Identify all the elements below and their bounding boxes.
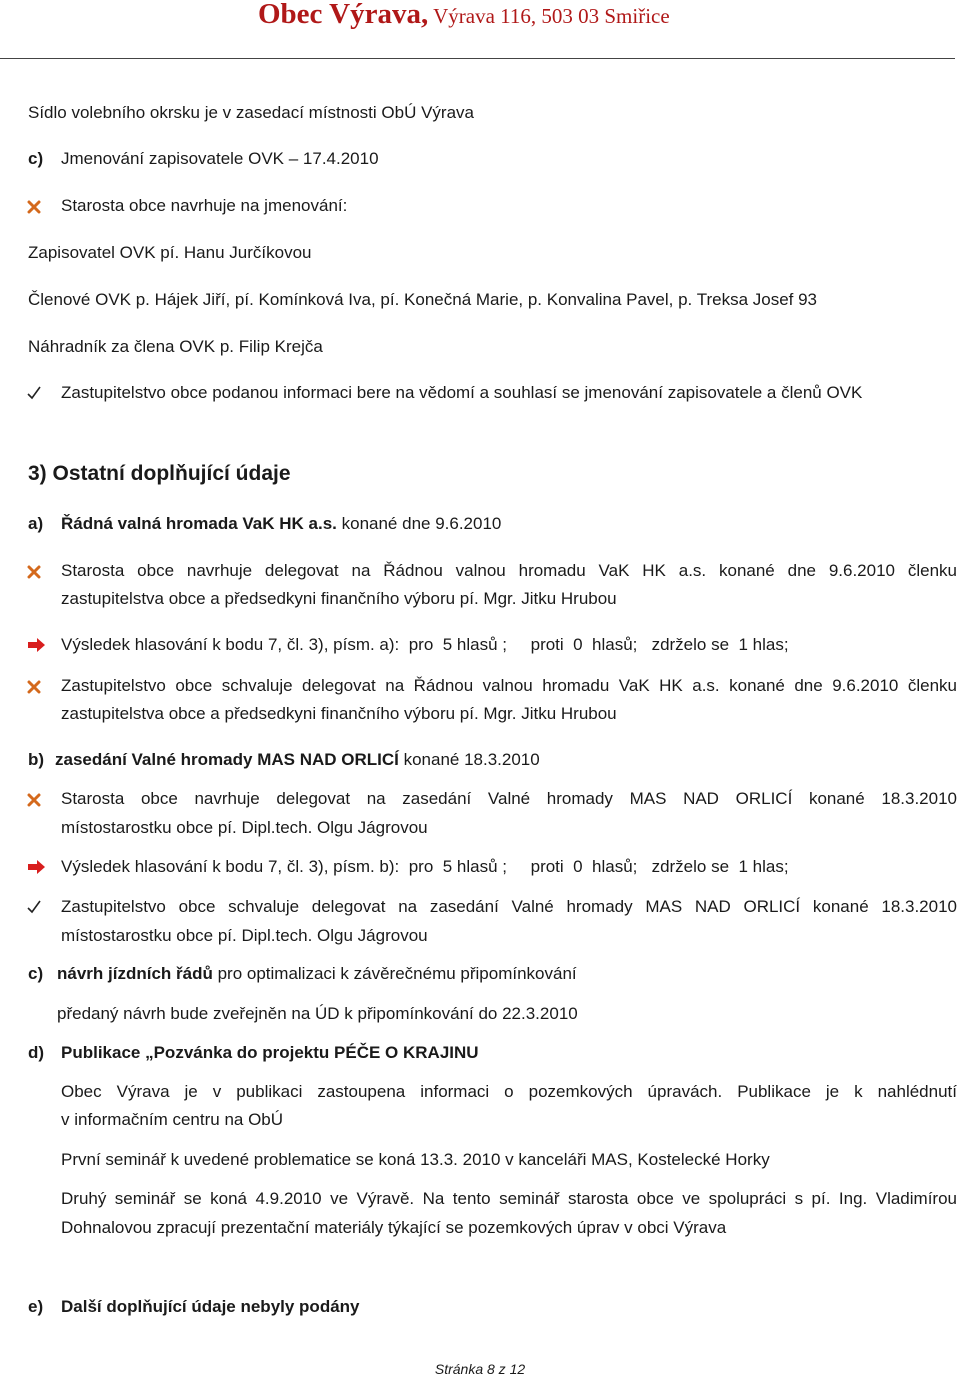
a-approval-line-2: zastupitelstva obce a předsedkyni finančního výboru pí. Mgr. Jitku Hrubou — [61, 704, 617, 723]
publication-line-2: v informačním centru na ObÚ — [61, 1110, 284, 1129]
first-seminar-line: První seminář k uvedené problematice se koná 13.3. 2010 v kanceláři MAS, Kostelecké Horky — [61, 1150, 770, 1169]
second-seminar-line-2: Dohnalovou zpracují prezentační materiály týkající se pozemkových úprav v obci Výrava — [61, 1218, 727, 1237]
item-b-heading — [55, 750, 540, 770]
item-c2-heading-bold: návrh jízdních řádů — [57, 964, 213, 983]
arrow-bullet-icon — [27, 637, 46, 653]
item-d-label: d) — [28, 1043, 45, 1062]
second-seminar-line-1: Druhý seminář se koná 4.9.2010 ve Výravě. Na tento seminář starosta obce ve spolupráci s pí. Ing. Vladimírou — [61, 1189, 957, 1208]
item-c2-label: c) — [28, 964, 44, 983]
council-acknowledges-line: Zastupitelstvo obce podanou informaci bere na vědomí a souhlasí se jmenování zapisovatele a členů OVK — [61, 383, 863, 402]
checkmark-bullet-icon — [26, 385, 42, 401]
item-b-heading-rest: konané 18.3.2010 — [398, 750, 540, 769]
item-b-label: b) — [28, 750, 45, 769]
item-a-heading-bold: Řádná valná hromada VaK HK a.s. — [61, 514, 337, 533]
item-a-heading — [61, 514, 501, 534]
cross-bullet-icon — [27, 680, 41, 694]
item-b-heading-bold: zasedání Valné hromady MAS NAD ORLICÍ — [55, 750, 399, 769]
b-approval-line-2: místostarostku obce pí. Dipl.tech. Olgu Jágrovou — [61, 926, 428, 945]
cross-bullet-icon — [27, 200, 41, 214]
item-d-heading: Publikace „Pozvánka do projektu PÉČE O KRAJINU — [61, 1043, 479, 1062]
b-proposal-line-2: místostarostku obce pí. Dipl.tech. Olgu Jágrovou — [61, 818, 428, 837]
municipality-address: Výrava 116, 503 03 Smiřice — [428, 4, 670, 28]
arrow-bullet-icon — [27, 859, 46, 875]
a-vote-result: Výsledek hlasování k bodu 7, čl. 3), písm. a): pro 5 hlasů ; proti 0 hlasů; zdrželo se 1 hlas; — [61, 635, 789, 654]
item-e-label: e) — [28, 1297, 44, 1316]
substitute-line: Náhradník za člena OVK p. Filip Krejča — [28, 337, 323, 356]
item-c-heading: Jmenování zapisovatele OVK – 17.4.2010 — [61, 149, 379, 168]
item-c2-heading-rest: pro optimalizaci k závěrečnému připomínkování — [212, 964, 577, 983]
timetable-draft-line: předaný návrh bude zveřejněn na ÚD k připomínkování do 22.3.2010 — [57, 1004, 578, 1023]
b-vote-result: Výsledek hlasování k bodu 7, čl. 3), písm. b): pro 5 hlasů ; proti 0 hlasů; zdrželo se 1 hlas; — [61, 857, 789, 876]
checkmark-bullet-icon — [26, 899, 42, 915]
mayor-proposal-line: Starosta obce navrhuje na jmenování: — [61, 196, 348, 215]
item-c-label: c) — [28, 149, 44, 168]
a-approval-line-1: Zastupitelstvo obce schvaluje delegovat na Řádnou valnou hromadu VaK HK a.s. konané dne 9.6.2010 členku — [61, 676, 957, 695]
header-divider — [0, 58, 955, 59]
municipality-name: Obec Výrava, — [258, 0, 429, 30]
a-proposal-line-1: Starosta obce navrhuje delegovat na Řádnou valnou hromadu VaK HK a.s. konané dne 9.6.2010 členku — [61, 561, 957, 580]
b-approval-line-1: Zastupitelstvo obce schvaluje delegovat na zasedání Valné hromady MAS NAD ORLICÍ konané 18.3.2010 — [61, 897, 957, 916]
members-line: Členové OVK p. Hájek Jiří, pí. Komínková Iva, pí. Konečná Marie, p. Konvalina Pavel, p. Treksa Josef 93 — [28, 290, 818, 309]
page-number: Stránka 8 z 12 — [434, 1361, 526, 1377]
item-a-heading-rest: konané dne 9.6.2010 — [336, 514, 502, 533]
cross-bullet-icon — [27, 565, 41, 579]
publication-line-1: Obec Výrava je v publikaci zastoupena informaci o pozemkových úpravách. Publikace je k nahlédnutí — [61, 1082, 957, 1101]
a-proposal-line-2: zastupitelstva obce a předsedkyni finančního výboru pí. Mgr. Jitku Hrubou — [61, 589, 617, 608]
polling-place-line: Sídlo volebního okrsku je v zasedací místnosti ObÚ Výrava — [28, 103, 474, 122]
cross-bullet-icon — [27, 793, 41, 807]
b-proposal-line-1: Starosta obce navrhuje delegovat na zasedání Valné hromady MAS NAD ORLICÍ konané 18.3.2010 — [61, 789, 957, 808]
item-e-heading: Další doplňující údaje nebyly podány — [61, 1297, 360, 1316]
section-3-heading: 3) Ostatní doplňující údaje — [28, 462, 291, 485]
item-c2-heading — [57, 964, 577, 984]
item-a-label: a) — [28, 514, 44, 533]
recorder-line: Zapisovatel OVK pí. Hanu Jurčíkovou — [28, 243, 312, 262]
page-header-title — [258, 0, 670, 31]
